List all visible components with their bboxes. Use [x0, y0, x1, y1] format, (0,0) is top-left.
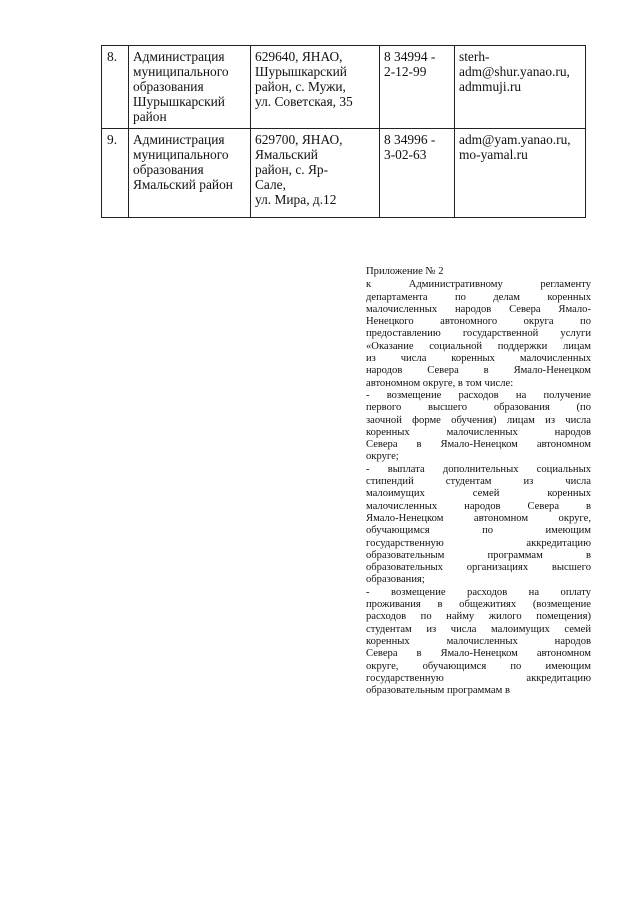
appendix-line: образовательным программам в [366, 549, 591, 561]
appendix-line: малочисленных народов Севера в [366, 500, 591, 512]
appendix-block [366, 266, 591, 697]
appendix-line: Севера в Ямало-Ненецком автономном [366, 439, 591, 451]
phone-line: 3-02-63 [384, 147, 427, 162]
table-row [102, 129, 586, 218]
organization-cell [129, 129, 251, 218]
address-line: 629700, ЯНАО, [255, 132, 343, 147]
appendix-line: коренных малочисленных народов [366, 635, 591, 647]
appendix-line: студентам из числа малоимущих семей [366, 623, 591, 635]
appendix-line: государственную аккредитацию [366, 672, 591, 684]
appendix-line: департамента по делам коренных [366, 291, 591, 303]
organization-line: район [133, 109, 167, 124]
appendix-line: образовательным программам в [366, 685, 510, 697]
appendix-line: «Оказание социальной поддержки лицам [366, 340, 591, 352]
contacts-table [101, 45, 586, 218]
organization-line: Администрация [133, 49, 225, 64]
address-line: район, с. Яр- [255, 162, 329, 177]
row-number: 8. [102, 46, 129, 129]
appendix-line: образовательных организациях высшего [366, 562, 591, 574]
email-cell [455, 46, 586, 129]
organization-line: Шурышкарский [133, 94, 225, 109]
address-line: ул. Мира, д.12 [255, 192, 337, 207]
appendix-line: коренных малочисленных народов [366, 426, 591, 438]
appendix-line: расходов по найму жилого помещения) [366, 611, 591, 623]
appendix-line: государственную аккредитацию [366, 537, 591, 549]
email-line: admmuji.ru [459, 79, 522, 94]
organization-line: Ямальский район [133, 177, 233, 192]
address-line: 629640, ЯНАО, [255, 49, 343, 64]
email-line: sterh- [459, 49, 490, 64]
phone-cell [380, 46, 455, 129]
appendix-line: - выплата дополнительных социальных [366, 463, 591, 475]
phone-line: 2-12-99 [384, 64, 427, 79]
table-row [102, 46, 586, 129]
email-line: adm@yam.yanao.ru, [459, 132, 571, 147]
phone-line: 8 34994 - [384, 49, 436, 64]
email-cell [455, 129, 586, 218]
email-line: mo-yamal.ru [459, 147, 528, 162]
appendix-line: заочной форме обучения) лицам из числа [366, 414, 591, 426]
appendix-line: округе; [366, 451, 399, 463]
appendix-line: народов Севера в Ямало-Ненецком [366, 365, 591, 377]
appendix-line: малоимущих семей коренных [366, 488, 591, 500]
address-line: Ямальский [255, 147, 318, 162]
appendix-line: Ямало-Ненецком автономном округе, [366, 512, 591, 524]
appendix-text [366, 279, 591, 697]
organization-line: образования [133, 162, 204, 177]
appendix-line: - возмещение расходов на оплату [366, 586, 591, 598]
address-line: район, с. Мужи, [255, 79, 346, 94]
appendix-line: - возмещение расходов на получение [366, 389, 591, 401]
organization-line: муниципального [133, 64, 229, 79]
appendix-line: округе, обучающимся по имеющим [366, 660, 591, 672]
appendix-title: Приложение № 2 [366, 266, 444, 277]
phone-cell [380, 129, 455, 218]
phone-line: 8 34996 - [384, 132, 436, 147]
address-cell [251, 129, 380, 218]
organization-line: Администрация [133, 132, 225, 147]
address-line: Сале, [255, 177, 286, 192]
appendix-line: проживания в общежитиях (возмещение [366, 599, 591, 611]
appendix-line: Ненецкого автономного округа по [366, 316, 591, 328]
row-number: 9. [102, 129, 129, 218]
appendix-line: малочисленных народов Севера Ямало- [366, 303, 591, 315]
email-line: adm@shur.yanao.ru, [459, 64, 570, 79]
appendix-line: к Административному регламенту [366, 279, 591, 291]
appendix-line: первого высшего образования (по [366, 402, 591, 414]
appendix-line: образования; [366, 574, 425, 586]
appendix-line: обучающимся по имеющим [366, 525, 591, 537]
appendix-line: Севера в Ямало-Ненецком автономном [366, 648, 591, 660]
organization-line: муниципального [133, 147, 229, 162]
organization-line: образования [133, 79, 204, 94]
appendix-line: из числа коренных малочисленных [366, 353, 591, 365]
appendix-line: предоставлению государственной услуги [366, 328, 591, 340]
appendix-line: стипендий студентам из числа [366, 476, 591, 488]
organization-cell [129, 46, 251, 129]
address-cell [251, 46, 380, 129]
address-line: Шурышкарский [255, 64, 347, 79]
address-line: ул. Советская, 35 [255, 94, 353, 109]
appendix-line: автономном округе, в том числе: [366, 377, 514, 389]
